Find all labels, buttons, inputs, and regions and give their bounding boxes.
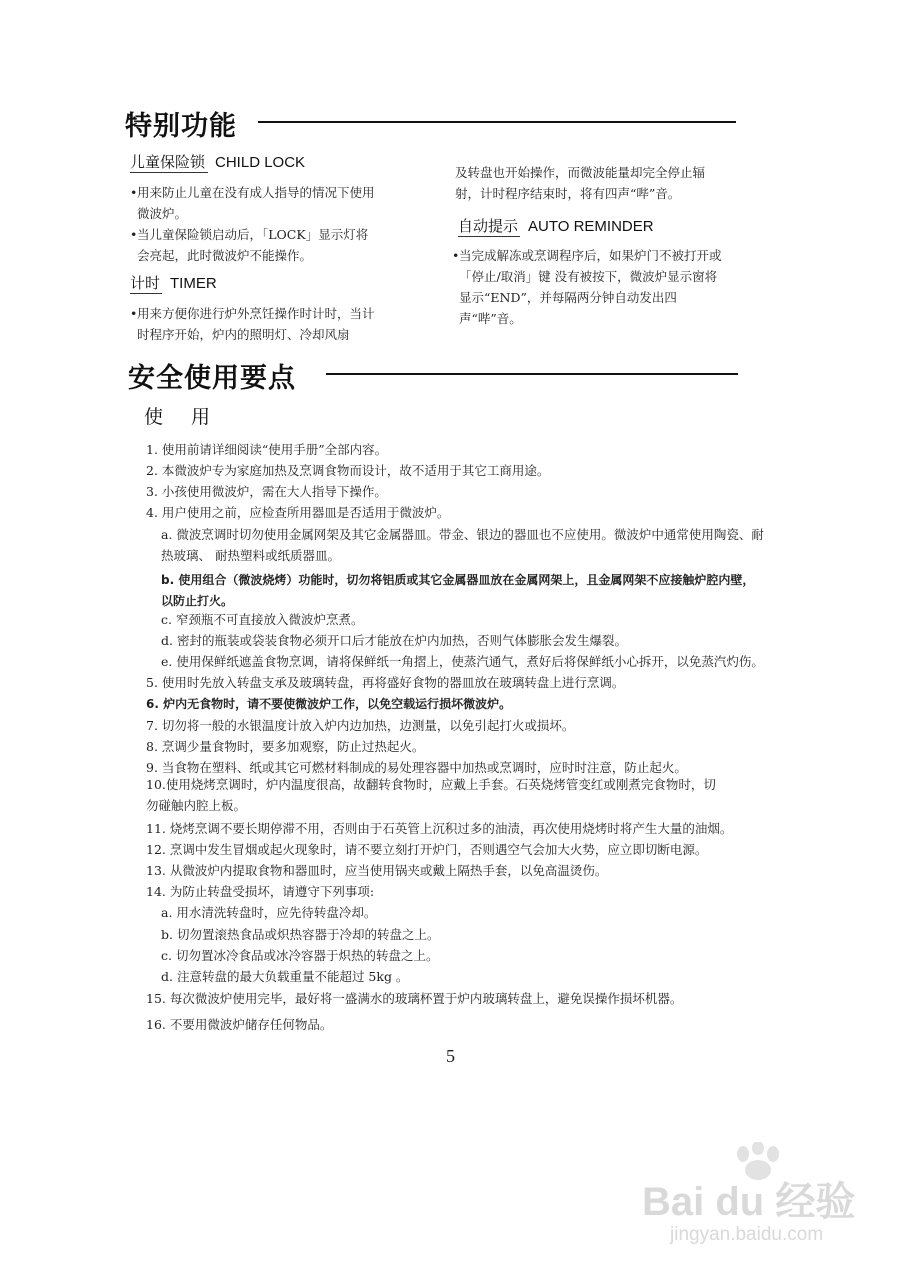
section-title-safety: 安全使用要点 <box>128 363 296 394</box>
child-lock-heading <box>130 151 305 172</box>
auto-reminder-underline <box>458 236 520 237</box>
list-item-14a: a. 用水清洗转盘时，应先待转盘冷却。 <box>161 905 377 920</box>
auto-reminder-label-en: AUTO REMINDER <box>528 218 654 235</box>
list-item-5: 5. 使用时先放入转盘支承及玻璃转盘，再将盛好食物的器皿放在玻璃转盘上进行烹调。 <box>146 675 625 690</box>
timer-underline <box>130 293 162 294</box>
auto-reminder-para-1: • 当完成解冻或烹调程序后，如果炉门不被打开或「停止/取消」键 没有被按下，微波炉显示窗将显示“END”，并每隔两分钟自动发出四声“哔”音。 <box>459 245 729 329</box>
list-item-14b: b. 切勿置滚热食品或炽热容器于冷却的转盘之上。 <box>161 927 440 942</box>
list-item-1: 1. 使用前请详细阅读“使用手册”全部内容。 <box>146 442 388 457</box>
list-item-4e: e. 使用保鲜纸遮盖食物烹调，请将保鲜纸一角摺上，使蒸汽通气，煮好后将保鲜纸小心拆开，以免蒸汽灼伤。 <box>161 654 764 669</box>
list-item-14d: d. 注意转盘的最大负载重量不能超过 5kg 。 <box>161 969 409 984</box>
subsection-title-usage: 使用 <box>144 406 239 428</box>
baidu-watermark <box>640 1142 880 1260</box>
child-lock-para-2: • 当儿童保险锁启动后，「LOCK」显示灯将会亮起，此时微波炉不能操作。 <box>137 224 377 266</box>
list-item-16: 16. 不要用微波炉储存任何物品。 <box>146 1017 333 1032</box>
list-item-7: 7. 切勿将一般的水银温度计放入炉内边加热，边测量，以免引起打火或损坏。 <box>146 718 575 733</box>
child-lock-label-en: CHILD LOCK <box>215 154 306 171</box>
list-item-4: 4. 用户使用之前，应检查所用器皿是否适用于微波炉。 <box>146 505 450 520</box>
auto-reminder-label-cn: 自动提示 <box>458 217 519 235</box>
section-title-special-functions: 特别功能 <box>125 111 237 142</box>
list-item-2: 2. 本微波炉专为家庭加热及烹调食物而设计，故不适用于其它工商用途。 <box>146 463 550 478</box>
list-item-6: 6. 炉内无食物时，请不要使微波炉工作，以免空载运行损坏微波炉。 <box>146 697 512 711</box>
timer-para-1: • 用来方便你进行炉外烹饪操作时计时，当计时程序开始，炉内的照明灯、冷却风扇 <box>137 303 377 345</box>
section-title-safety-rule <box>326 373 738 375</box>
timer-label-cn: 计时 <box>130 274 161 292</box>
child-lock-label-cn: 儿童保险锁 <box>130 153 206 171</box>
watermark-url: jingyan.baidu.com <box>670 1224 824 1245</box>
list-item-9: 9. 当食物在塑料、纸或其它可燃材料制成的易处理容器中加热或烹调时，应时时注意，防止起火。 <box>146 760 687 775</box>
child-lock-underline <box>130 172 208 173</box>
timer-label-en: TIMER <box>170 275 217 292</box>
page-number: 5 <box>446 1046 455 1066</box>
child-lock-para-1: • 用来防止儿童在没有成人指导的情况下使用微波炉。 <box>137 182 377 224</box>
list-item-4c: c. 窄颈瓶不可直接放入微波炉烹煮。 <box>161 612 364 627</box>
section-title-rule <box>258 121 736 123</box>
list-item-4a: a. 微波烹调时切勿使用金属网架及其它金属器皿。带金、银边的器皿也不应使用。微波炉中通常使用陶瓷、耐热玻璃、 耐热塑料或纸质器皿。 <box>161 527 764 563</box>
list-item-12: 12. 烹调中发生冒烟或起火现象时，请不要立刻打开炉门，否则遇空气会加大火势，应立即切断电源。 <box>146 842 708 857</box>
watermark-brand: Bai du 经验 <box>642 1180 856 1224</box>
list-item-3: 3. 小孩使用微波炉，需在大人指导下操作。 <box>146 484 387 499</box>
list-item-10: 10.使用烧烤烹调时，炉内温度很高，故翻转食物时，应戴上手套。石英烧烤管变红或刚煮完食物时，切勿碰触内腔上板。 <box>146 777 716 813</box>
timer-para-1-continued: 及转盘也开始操作，而微波能量却完全停止辐射，计时程序结束时，将有四声“哔”音。 <box>455 165 706 201</box>
list-item-4d: d. 密封的瓶装或袋装食物必须开口后才能放在炉内加热，否则气体膨胀会发生爆裂。 <box>161 633 627 648</box>
list-item-13: 13. 从微波炉内提取食物和器皿时，应当使用锅夹或戴上隔热手套，以免高温烫伤。 <box>146 863 608 878</box>
list-item-8: 8. 烹调少量食物时，要多加观察，防止过热起火。 <box>146 739 425 754</box>
list-item-14c: c. 切勿置冰冷食品或冰冷容器于炽热的转盘之上。 <box>161 948 439 963</box>
list-item-14: 14. 为防止转盘受损坏，请遵守下列事项: <box>146 884 375 899</box>
auto-reminder-heading <box>458 215 654 236</box>
timer-heading <box>130 272 217 293</box>
list-item-4b: b. 使用组合（微波烧烤）功能时，切勿将铝质或其它金属器皿放在金属网架上，且金属网架不应接触炉腔内壁，以防止打火。 <box>161 573 755 608</box>
list-item-11: 11. 烧烤烹调不要长期停滞不用，否则由于石英管上沉积过多的油渍，再次使用烧烤时将产生大量的油烟。 <box>146 821 733 836</box>
list-item-15: 15. 每次微波炉使用完毕，最好将一盛满水的玻璃杯置于炉内玻璃转盘上，避免误操作损坏机器。 <box>146 991 683 1006</box>
